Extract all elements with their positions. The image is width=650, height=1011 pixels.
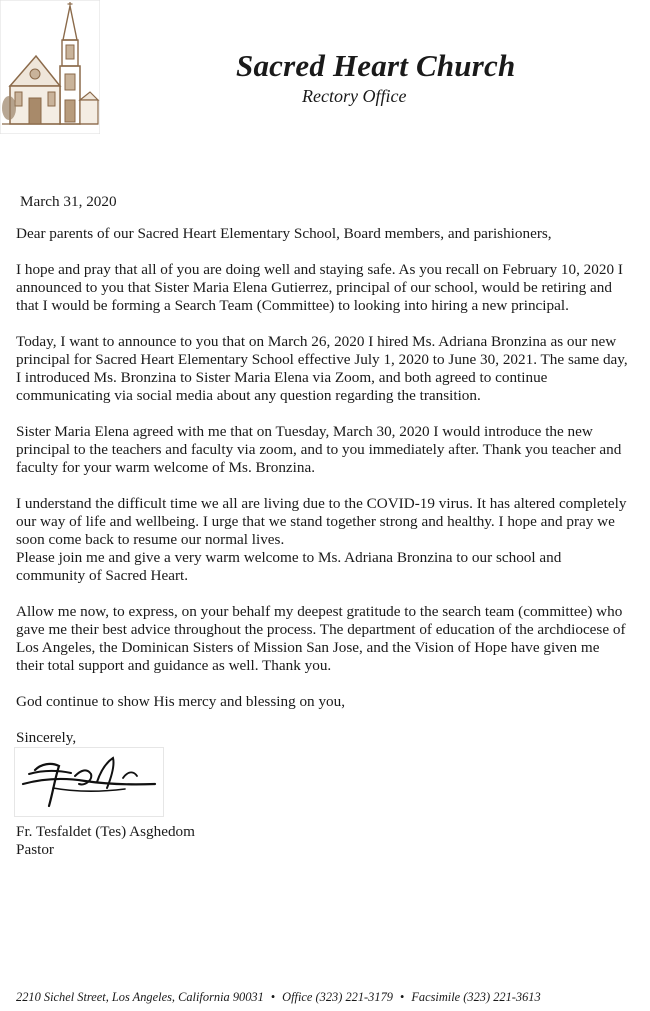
letter-date: March 31, 2020 xyxy=(20,193,117,210)
paragraph-2: Today, I want to announce to you that on March 26, 2020 I hired Ms. Adriana Bronzina as our new principal for Sacred Heart Elementary School effective July 1, 2020 to June 30, 2021. The same day, I introduced Ms. Bronzina to Sister Maria Elena via Zoom, and both agreed to continue communicating via social media about any question regarding the transition. xyxy=(16,333,628,404)
handwritten-signature xyxy=(14,747,164,817)
paragraph-4: I understand the difficult time we all are living due to the COVID-19 virus. It has altered completely our way of life and wellbeing. I urge that we stand together strong and healthy. I hope and pray we soon come back to resume our normal lives. xyxy=(16,495,627,548)
paragraph-7: God continue to show His mercy and blessing on you, xyxy=(16,693,346,710)
church-logo xyxy=(0,0,100,134)
footer-address: 2210 Sichel Street, Los Angeles, California 90031 xyxy=(16,990,264,1004)
footer-separator: • xyxy=(270,990,276,1004)
letter-body xyxy=(16,193,628,859)
closing: Sincerely, xyxy=(16,729,77,746)
paragraph-6: Allow me now, to express, on your behalf my deepest gratitude to the search team (committee) who gave me their best advice throughout the process. The department of education of the archdiocese of Los Angeles, the Dominican Sisters of Mission San Jose, and the Vision of Hope have given me their total support and guidance as well. Thank you. xyxy=(16,603,626,674)
paragraph-3: Sister Maria Elena agreed with me that on Tuesday, March 30, 2020 I would introduce the new principal to the teachers and faculty via zoom, and to you immediately after. Thank you teacher and faculty for your warm welcome of Ms. Bronzina. xyxy=(16,423,622,476)
church-icon xyxy=(0,0,100,134)
footer-office-phone: Office (323) 221-3179 xyxy=(282,990,393,1004)
office-subheading: Rectory Office xyxy=(302,86,407,106)
church-name-heading: Sacred Heart Church xyxy=(236,48,516,83)
footer-fax: Facsimile (323) 221-3613 xyxy=(411,990,541,1004)
paragraph-1: I hope and pray that all of you are doing well and staying safe. As you recall on February 10, 2020 I announced to you that Sister Maria Elena Gutierrez, principal of our school, would be retiring and that I would be forming a Search Team (Committee) to looking into hiring a new principal. xyxy=(16,261,623,314)
footer-separator: • xyxy=(399,990,405,1004)
salutation: Dear parents of our Sacred Heart Elementary School, Board members, and parishioners, xyxy=(16,225,552,242)
signer-title: Pastor xyxy=(16,841,54,858)
paragraph-5: Please join me and give a very warm welcome to Ms. Adriana Bronzina to our school and community of Sacred Heart. xyxy=(16,549,562,584)
address-footer xyxy=(16,990,541,1005)
signer-name: Fr. Tesfaldet (Tes) Asghedom xyxy=(16,823,195,840)
